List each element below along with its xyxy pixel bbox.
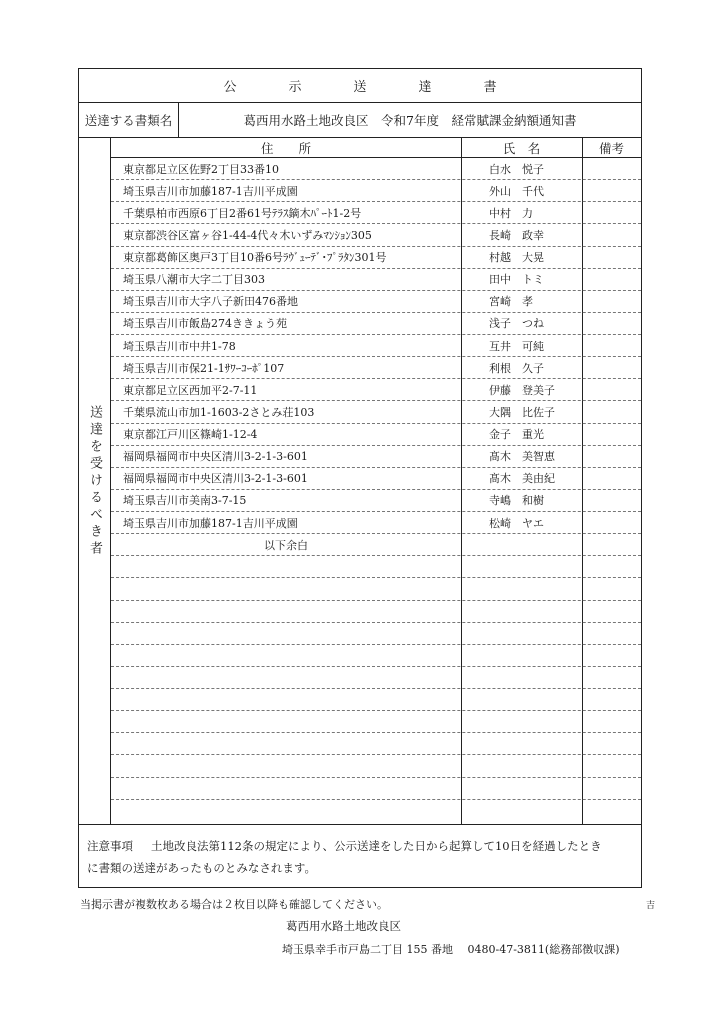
- caution-note: [79, 825, 641, 887]
- recipient-address: 千葉県柏市西原6丁目2番61号ﾃﾗｽ鏑木ﾊﾟｰﾄ1-2号: [123, 206, 362, 220]
- title-char: 達: [418, 80, 432, 95]
- table-row: [111, 468, 641, 490]
- table-row: [111, 645, 641, 667]
- recipient-address: 埼玉県八潮市大字二丁目303: [123, 273, 265, 287]
- recipient-address: 千葉県流山市加1-1603-2さとみ荘103: [123, 405, 315, 419]
- recipient-address: 福岡県福岡市中央区清川3-2-1-3-601: [123, 472, 308, 486]
- title-char: 示: [288, 80, 302, 95]
- recipient-address: 東京都渋谷区富ヶ谷1-44-4代々木いずみﾏﾝｼｮﾝ305: [123, 228, 372, 242]
- recipient-address: 東京都江戸川区篠崎1-12-4: [123, 428, 258, 442]
- recipient-address: 埼玉県吉川市飯島274ききょう苑: [123, 317, 287, 331]
- table-row: [111, 291, 641, 313]
- table-row: [111, 269, 641, 291]
- recipient-name: 宮崎 孝: [489, 295, 533, 309]
- caution-label: 注意事項: [87, 839, 133, 853]
- recipient-section: [79, 138, 641, 825]
- caution-text-line1: 土地改良法第112条の規定により、公示送達をした日から起算して10日を経過したとき: [151, 839, 602, 853]
- table-row: [111, 578, 641, 600]
- table-row: [111, 180, 641, 202]
- table-row: [111, 446, 641, 468]
- organization-address: 埼玉県幸手市戸島二丁目 155 番地 0480-47-3811(総務部徴収課): [282, 943, 620, 956]
- recipient-address: 東京都足立区西加平2-7-11: [123, 383, 258, 397]
- table-row: [111, 313, 641, 335]
- table-row: [111, 247, 641, 269]
- recipient-name: 髙木 美智恵: [489, 450, 555, 464]
- document-type-row: [79, 103, 641, 138]
- end-marker: 以下余白: [264, 538, 308, 552]
- document-type-label: 送達する書類名: [79, 103, 179, 137]
- table-row: [111, 755, 641, 777]
- recipient-name: 互井 可純: [489, 339, 544, 353]
- recipient-address: 埼玉県吉川市美南3-7-15: [123, 494, 247, 508]
- table-row: [111, 224, 641, 246]
- table-row: [111, 158, 641, 180]
- recipient-name: 大隅 比佐子: [489, 405, 555, 419]
- recipient-rows: [111, 158, 641, 824]
- recipient-name: 髙木 美由紀: [489, 472, 555, 486]
- recipient-name: 寺嶋 和樹: [489, 494, 544, 508]
- table-row: [111, 490, 641, 512]
- table-row: [111, 601, 641, 623]
- table-row: [111, 357, 641, 379]
- recipient-name: 金子 重光: [489, 428, 544, 442]
- table-row: [111, 800, 641, 822]
- title-char: 書: [483, 80, 497, 95]
- table-row: [111, 667, 641, 689]
- recipient-address: 埼玉県吉川市大字八子新田476番地: [123, 295, 298, 309]
- recipient-name: 松崎 ヤエ: [489, 516, 544, 530]
- recipient-name: 村越 大晃: [489, 251, 544, 265]
- address-header: 住 所: [260, 140, 311, 156]
- recipient-name: 伊藤 登美子: [489, 383, 555, 397]
- recipient-address: 東京都葛飾区奥戸3丁目10番6号ﾗｳﾞｭｰﾃﾞ･ﾌﾟﾗﾀﾝ301号: [123, 251, 387, 265]
- recipient-address: 東京都足立区佐野2丁目33番10: [123, 162, 279, 176]
- table-row: [111, 623, 641, 645]
- multi-page-notice: 当掲示書が複数枚ある場合は２枚目以降も確認してください。: [80, 898, 388, 911]
- table-row: [111, 534, 641, 556]
- table-row: [111, 778, 641, 800]
- title-char: 送: [353, 80, 367, 95]
- recipient-address: 埼玉県吉川市加藤187-1吉川平成園: [123, 516, 298, 530]
- document-title: [79, 69, 641, 103]
- table-row: [111, 733, 641, 755]
- recipient-name: 外山 千代: [489, 184, 544, 198]
- recipient-address: 埼玉県吉川市中井1-78: [123, 339, 236, 353]
- recipient-name: 浅子 つね: [489, 317, 544, 331]
- table-row: [111, 711, 641, 733]
- document-type-value: 葛西用水路土地改良区 令和7年度 経常賦課金納額通知書: [243, 113, 577, 128]
- footer-mark: 吉: [646, 901, 656, 911]
- table-row: [111, 689, 641, 711]
- table-row: [111, 202, 641, 224]
- recipient-table-header: [111, 138, 641, 158]
- table-row: [111, 379, 641, 401]
- public-notice-document: [78, 68, 642, 888]
- table-row: [111, 401, 641, 423]
- recipient-name: 利根 久子: [489, 361, 544, 375]
- recipient-name: 中村 力: [489, 206, 533, 220]
- recipient-label: 送達を受けるべき者: [79, 138, 111, 824]
- recipient-address: 福岡県福岡市中央区清川3-2-1-3-601: [123, 450, 308, 464]
- recipient-name: 白水 悦子: [489, 162, 544, 176]
- table-row: [111, 512, 641, 534]
- table-row: [111, 335, 641, 357]
- recipient-address: 埼玉県吉川市加藤187-1吉川平成園: [123, 184, 298, 198]
- remarks-header: 備考: [598, 140, 624, 156]
- organization-name: 葛西用水路土地改良区: [286, 919, 401, 933]
- title-char: 公: [223, 80, 237, 95]
- caution-text-line2: に書類の送達があったものとみなされます。: [87, 861, 316, 875]
- recipient-table: [111, 138, 641, 824]
- table-row: [111, 556, 641, 578]
- table-row: [111, 424, 641, 446]
- recipient-name: 田中 トミ: [489, 273, 544, 287]
- recipient-name: 長崎 政幸: [489, 228, 544, 242]
- recipient-address: 埼玉県吉川市保21-1ｻﾜｰｺｰﾎﾟ107: [123, 361, 285, 375]
- name-header: 氏 名: [502, 140, 541, 156]
